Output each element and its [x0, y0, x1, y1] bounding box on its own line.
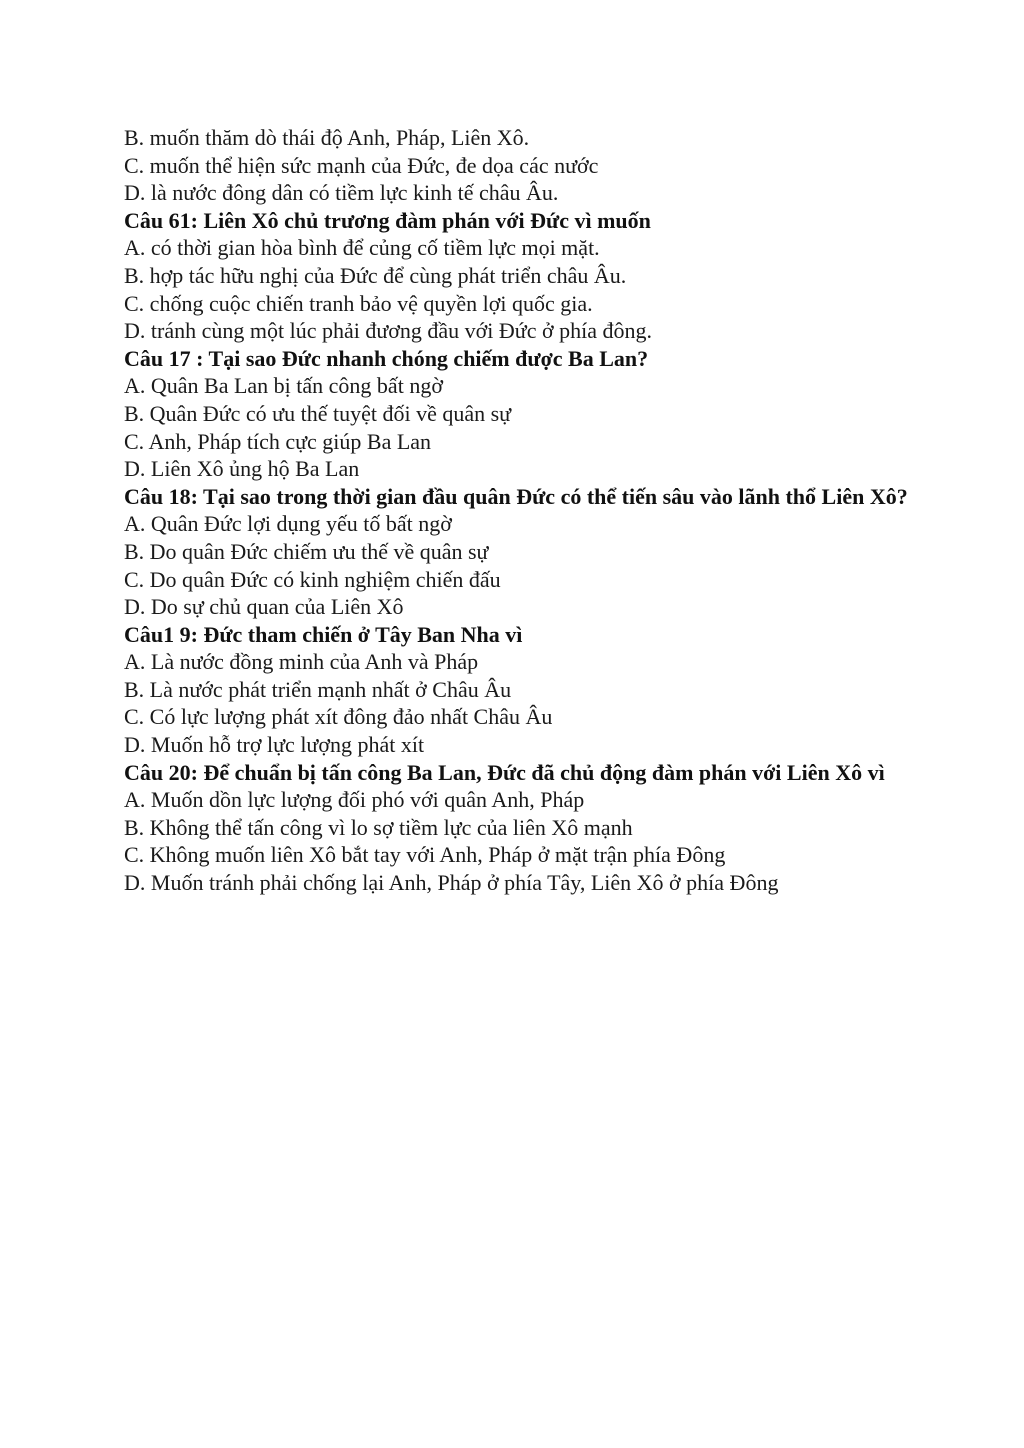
answer-option: D. tránh cùng một lúc phải đương đầu với Đức ở phía đông. [124, 318, 652, 344]
question-heading: Câu 17 : Tại sao Đức nhanh chóng chiếm được Ba Lan? [124, 345, 649, 371]
answer-option: C. Do quân Đức có kinh nghiệm chiến đấu [124, 566, 501, 592]
answer-option: D. Muốn hỗ trợ lực lượng phát xít [124, 732, 425, 758]
answer-option: B. muốn thăm dò thái độ Anh, Pháp, Liên Xô. [124, 125, 530, 150]
answer-option: C. muốn thể hiện sức mạnh của Đức, đe dọa các nước [124, 152, 599, 178]
answer-option: C. Anh, Pháp tích cực giúp Ba Lan [124, 428, 432, 454]
answer-option: B. Không thể tấn công vì lo sợ tiềm lực của liên Xô mạnh [124, 814, 633, 840]
answer-option: C. chống cuộc chiến tranh bảo vệ quyền lợi quốc gia. [124, 290, 593, 316]
answer-option: D. Liên Xô ủng hộ Ba Lan [124, 456, 360, 482]
answer-option: A. có thời gian hòa bình để củng cố tiềm lực mọi mặt. [124, 235, 600, 261]
answer-option: A. Là nước đồng minh của Anh và Pháp [124, 649, 479, 675]
document-body [124, 124, 914, 897]
answer-option: A. Muốn dồn lực lượng đối phó với quân Anh, Pháp [124, 787, 585, 813]
question-heading: Câu 20: Để chuẩn bị tấn công Ba Lan, Đức đã chủ động đàm phán với Liên Xô vì [124, 759, 885, 785]
answer-option: B. Do quân Đức chiếm ưu thế về quân sự [124, 538, 489, 564]
answer-option: A. Quân Đức lợi dụng yếu tố bất ngờ [124, 511, 452, 537]
answer-option: D. Muốn tránh phải chống lại Anh, Pháp ở phía Tây, Liên Xô ở phía Đông [124, 870, 779, 896]
answer-option: C. Có lực lượng phát xít đông đảo nhất Châu Âu [124, 704, 553, 730]
answer-option: D. Do sự chủ quan của Liên Xô [124, 594, 404, 620]
answer-option: B. hợp tác hữu nghị của Đức để cùng phát triển châu Âu. [124, 262, 627, 288]
answer-option: B. Quân Đức có ưu thế tuyệt đối về quân sự [124, 400, 512, 426]
question-heading: Câu1 9: Đức tham chiến ở Tây Ban Nha vì [124, 621, 523, 647]
question-heading: Câu 61: Liên Xô chủ trương đàm phán với Đức vì muốn [124, 207, 651, 233]
answer-option: D. là nước đông dân có tiềm lực kinh tế châu Âu. [124, 180, 559, 206]
answer-option: C. Không muốn liên Xô bắt tay với Anh, Pháp ở mặt trận phía Đông [124, 842, 726, 868]
answer-option: B. Là nước phát triển mạnh nhất ở Châu Âu [124, 676, 512, 702]
answer-option: A. Quân Ba Lan bị tấn công bất ngờ [124, 373, 443, 399]
question-heading: Câu 18: Tại sao trong thời gian đầu quân Đức có thể tiến sâu vào lãnh thổ Liên Xô? [124, 483, 908, 509]
